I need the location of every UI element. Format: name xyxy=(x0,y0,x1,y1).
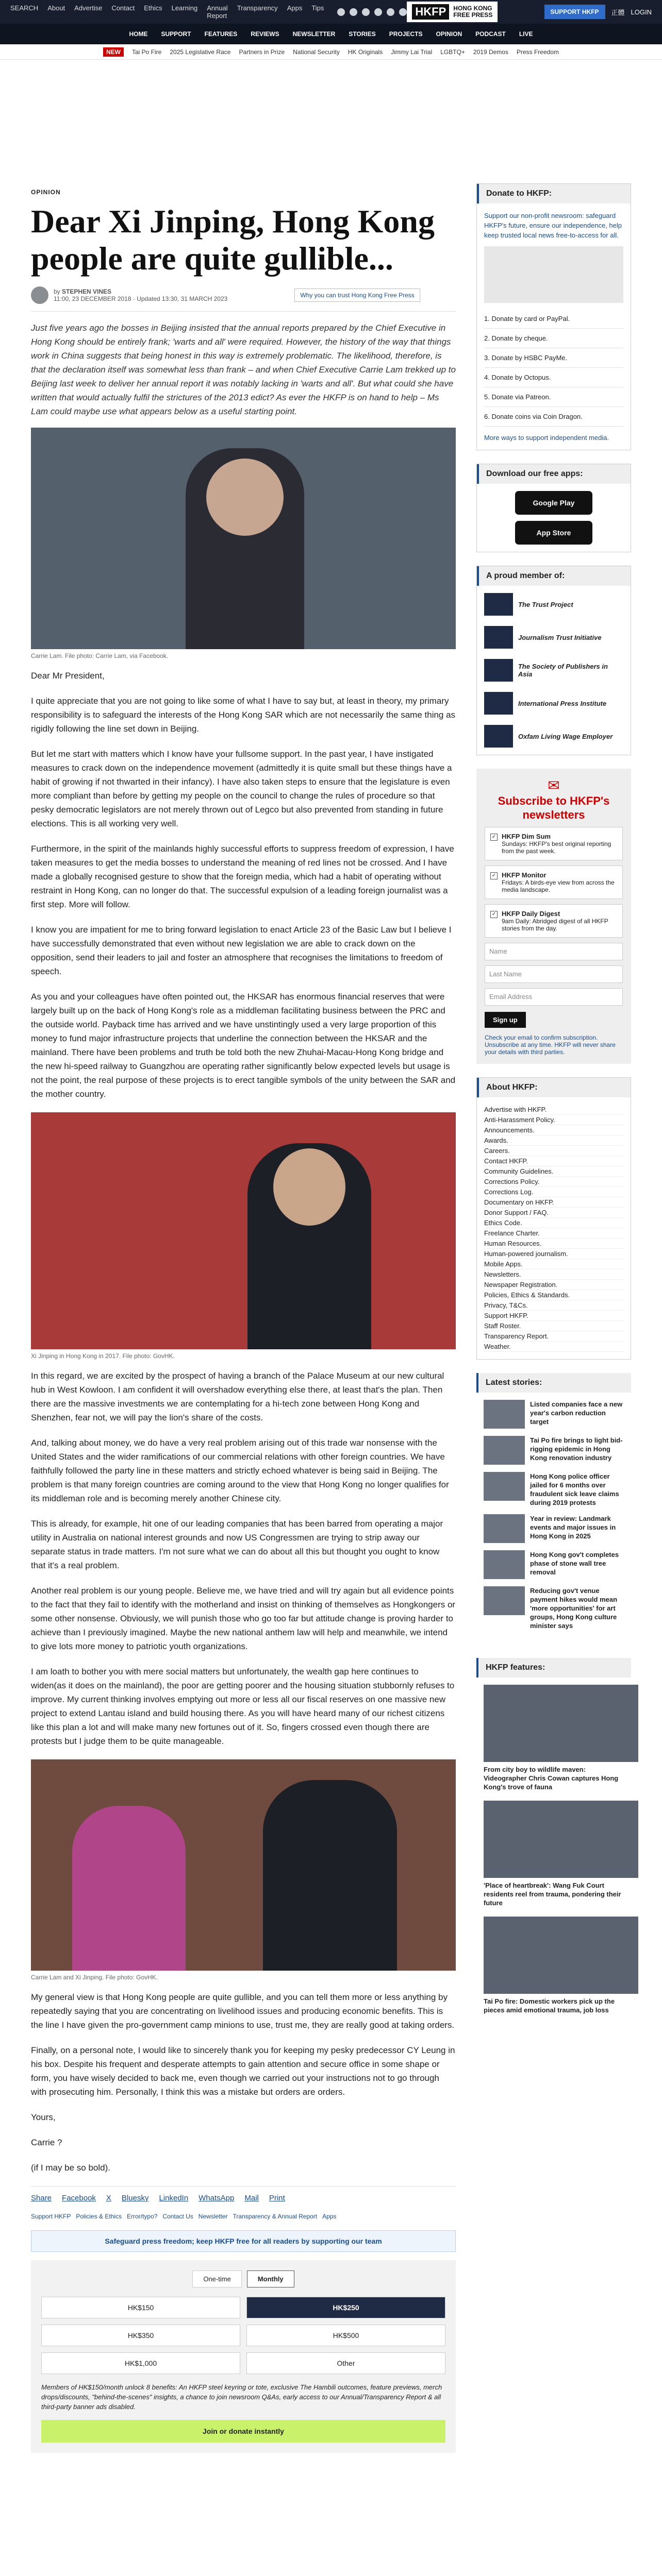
share-link[interactable]: Bluesky xyxy=(121,2194,149,2202)
top-link[interactable]: Ethics xyxy=(144,4,162,12)
newsletter-name: HKFP Dim Sum xyxy=(502,833,551,840)
email-input[interactable]: Email Address xyxy=(485,988,623,1006)
donate-method[interactable]: 5. Donate via Patreon. xyxy=(484,387,623,407)
byline xyxy=(31,286,456,312)
paragraph: I know you are impatient for me to bring forward legislation to enact Article 23 of the Basic Law but I believe I have successfully demonstrated that even without new legislation we are able to crack down on the opposition, send their leaders to jail and foster an atmosphere that recognises the limitations to freedom of speech. xyxy=(31,925,452,976)
story-title: Tai Po fire brings to light bid-rigging epidemic in Hong Kong renovation industry xyxy=(530,1436,623,1462)
newsletter-text xyxy=(502,833,617,855)
store-buttons xyxy=(477,484,631,552)
about-links xyxy=(477,1097,631,1359)
app-store-button[interactable]: App Store xyxy=(515,521,592,545)
latest-story[interactable] xyxy=(484,1400,624,1429)
share-link[interactable]: Mail xyxy=(244,2194,259,2202)
newsletter-name: HKFP Monitor xyxy=(502,871,547,879)
top-link[interactable]: About xyxy=(47,4,65,12)
nav-item[interactable]: OPINION xyxy=(436,30,462,38)
logo-text-line2: FREE PRESS xyxy=(453,11,493,19)
about-link[interactable]: Announcements. xyxy=(484,1125,623,1136)
story-thumb xyxy=(484,1550,525,1579)
member-logo[interactable] xyxy=(484,692,623,715)
safeguard-banner[interactable]: Safeguard press freedom; keep HKFP free for all readers by supporting our team xyxy=(31,2230,456,2252)
paragraph: Carrie ? xyxy=(31,2138,62,2147)
feature-story[interactable] xyxy=(484,1917,624,2014)
top-link[interactable]: Advertise xyxy=(74,4,103,12)
story-title: Hong Kong police officer jailed for 6 months over fraudulent sick leave claims during 2019 protests xyxy=(530,1472,619,1506)
envelope-icon: ✉ xyxy=(548,777,560,793)
donate-method[interactable]: 1. Donate by card or PayPal. xyxy=(484,309,623,329)
article-title: Dear Xi Jinping, Hong Kong people are quite gullible... xyxy=(31,203,435,277)
donate-methods xyxy=(484,309,623,427)
paragraph: In this regard, we are excited by the prospect of having a branch of the Palace Museum at our new cultural hub in West Kowloon. I am confident it will overshadow everything else there, at least that's the plan. Then there are the massive investments we are contemplating for a hi-tech zone between Hong Kong and Shenzhen, fear not, we will pay the lion's share of the costs. xyxy=(31,1371,444,1422)
social-icons xyxy=(337,8,407,16)
paragraph: Yours, xyxy=(31,2112,56,2122)
sub-nav-items xyxy=(132,48,559,56)
newsletter-desc: Fridays: A birds-eye view from across the media landscape. xyxy=(502,879,615,893)
freq-monthly[interactable]: Monthly xyxy=(247,2270,294,2287)
share-link[interactable]: Facebook xyxy=(62,2194,96,2202)
sub-nav-item[interactable]: 2025 Legislative Race xyxy=(170,48,231,56)
member-logo-name: The Society of Publishers in Asia xyxy=(518,663,608,678)
about-link[interactable]: Newsletters. xyxy=(484,1269,623,1280)
amount-option[interactable]: HK$350 xyxy=(41,2325,240,2346)
byline-text xyxy=(54,288,227,302)
story-thumb xyxy=(484,1472,525,1501)
about-link[interactable]: Newspaper Registration. xyxy=(484,1280,623,1290)
about-link[interactable]: Corrections Log. xyxy=(484,1187,623,1197)
donate-intro[interactable] xyxy=(484,211,623,240)
donate-box-body xyxy=(477,204,631,450)
member-logo-image xyxy=(484,659,513,682)
donate-benefits: Members of HK$150/month unlock 8 benefits: An HKFP steel keyring or tote, exclusive The Hambili outcomes, feature previews, merch drops/discounts, "behind-the-scenes" insights, a chance to join newsroom Q&As, early access to our Annual/Transparency Report & all third-party banner ads disabled. xyxy=(41,2383,442,2411)
donate-title: Donate to HKFP: xyxy=(477,184,631,204)
sub-nav-item[interactable]: Jimmy Lai Trial xyxy=(391,48,433,56)
article-category[interactable]: OPINION xyxy=(31,189,61,196)
member-logo-name: Oxfam Living Wage Employer xyxy=(518,732,613,740)
newsletter-option[interactable] xyxy=(485,904,623,938)
article-body-2 xyxy=(31,1369,456,1748)
about-link[interactable]: Advertise with HKFP. xyxy=(484,1105,623,1115)
nav-item[interactable]: SUPPORT xyxy=(161,30,191,38)
sub-nav xyxy=(0,44,662,60)
story-title: Year in review: Landmark events and major issues in Hong Kong in 2025 xyxy=(530,1515,616,1540)
top-link[interactable]: Apps xyxy=(287,4,303,12)
photo-lam-and-xi[interactable] xyxy=(31,1759,456,1971)
donate-amounts xyxy=(41,2297,445,2374)
figure-shape xyxy=(72,1806,186,1971)
newsletter-title: Subscribe to HKFP's newsletters xyxy=(498,794,610,821)
features-title: HKFP features: xyxy=(476,1658,631,1677)
article-intro: Just five years ago the bosses in Beijing insisted that the annual reports prepared by the Chief Executive in Hong Kong should be entirely frank; 'warts and all' were required. However, the history of the way that things work in China suggests that being honest in this way is extremely problematic. The likelihood, therefore, is that the declaration itself was somewhat less than frank – and when Chief Executive Carrie Lam trekked up to Beijing last week to deliver her annual report it was notably lacking in 'warts and all'. But what could she have written that would actually fulfil the strictures of the 2013 edict? As ever the HKFP is on hand to help – Ms Lam could maybe use what appears below as a useful starting point. xyxy=(31,323,456,416)
footer-link[interactable]: Transparency & Annual Report xyxy=(233,2213,318,2220)
features-box xyxy=(476,1658,631,2031)
paragraph: I quite appreciate that you are not going to like some of what I have to say but, at least in theory, my primary responsibility is to safeguard the interests of the Hong Kong SAR which are not necessarily the same thing as rigidly following the line set down in Beijing. xyxy=(31,696,456,734)
footer-link[interactable]: Contact Us xyxy=(162,2213,193,2220)
photo-caption: Carrie Lam and Xi Jinping. File photo: GovHK. xyxy=(31,1974,158,1981)
publish-date: 11:00, 23 DECEMBER 2018 · Updated 13:30, 31 MARCH 2023 xyxy=(54,295,228,302)
telegram-icon[interactable] xyxy=(387,8,394,16)
newsletter-desc: Sundays: HKFP's best original reporting from the past week. xyxy=(502,840,611,855)
footer-link[interactable]: Policies & Ethics xyxy=(76,2213,122,2220)
donate-more[interactable] xyxy=(484,433,623,443)
feature-story[interactable] xyxy=(484,1685,624,1791)
donate-widget xyxy=(31,2260,456,2453)
member-logos xyxy=(477,586,631,755)
footer-link[interactable]: Error/typo? xyxy=(127,2213,158,2220)
nav-item[interactable]: STORIES xyxy=(349,30,376,38)
about-link[interactable]: Policies, Ethics & Standards. xyxy=(484,1290,623,1300)
about-link[interactable]: Careers. xyxy=(484,1146,623,1156)
about-link[interactable]: Anti-Harassment Policy. xyxy=(484,1115,623,1125)
about-link[interactable]: Donor Support / FAQ. xyxy=(484,1208,623,1218)
about-link[interactable]: Ethics Code. xyxy=(484,1218,623,1228)
newsletter-text xyxy=(502,871,617,893)
feature-thumb xyxy=(484,1917,638,1994)
latest-story[interactable] xyxy=(484,1472,624,1507)
story-title: Reducing gov't venue payment hikes would mean 'more opportunities' for art groups, Hong Kong culture minister says xyxy=(530,1587,618,1630)
share-link[interactable]: WhatsApp xyxy=(198,2194,235,2202)
share-link[interactable]: Share xyxy=(31,2194,52,2202)
donate-method[interactable]: 3. Donate by HSBC PayMe. xyxy=(484,348,623,368)
feature-stories xyxy=(476,1677,631,2031)
rss-icon[interactable] xyxy=(399,8,407,16)
story-title: Listed companies face a new year's carbon reduction target xyxy=(530,1400,623,1426)
about-link[interactable]: Weather. xyxy=(484,1342,623,1352)
about-link[interactable]: Corrections Policy. xyxy=(484,1177,623,1187)
freq-one-time[interactable]: One-time xyxy=(192,2270,241,2287)
about-link[interactable]: Contact HKFP. xyxy=(484,1156,623,1166)
last-name-input[interactable]: Last Name xyxy=(485,965,623,983)
main-nav xyxy=(0,24,662,44)
footer-link[interactable]: Apps xyxy=(322,2213,337,2220)
face-shape xyxy=(273,1148,345,1226)
donate-image xyxy=(484,246,623,303)
donate-intro-link[interactable]: Support our non-profit newsroom: safeguard HKFP's future, ensure our independence, help keep trusted local news free-to-access for all. xyxy=(484,212,622,239)
member-logo-name: The Trust Project xyxy=(518,600,573,608)
feature-title: From city boy to wildlife maven: Videographer Chris Cowan captures Hong Kong's trove of fauna xyxy=(484,1766,619,1791)
sub-nav-item[interactable]: LGBTQ+ xyxy=(440,48,465,56)
donate-method[interactable]: 4. Donate by Octopus. xyxy=(484,368,623,387)
latest-title: Latest stories: xyxy=(476,1373,631,1393)
latest-story[interactable] xyxy=(484,1550,624,1579)
member-logo-image xyxy=(484,593,513,616)
sub-nav-item[interactable]: HK Originals xyxy=(347,48,383,56)
latest-box xyxy=(476,1373,631,1645)
newsletter-options xyxy=(485,827,623,938)
top-link[interactable]: Transparency xyxy=(237,4,278,12)
trust-button[interactable]: Why you can trust Hong Kong Free Press xyxy=(294,289,420,302)
donate-method[interactable]: 6. Donate coins via Coin Dragon. xyxy=(484,407,623,427)
paragraph: Another real problem is our young people. Believe me, we have tried and will try again but all evidence points to the fact that they fail to identify with the motherland and insist on thinking of themselves as Hongkongers or some other nonsense. Obviously, we will punish those who go too far but attitude change is proving harder to achieve than I previously imagined. Maybe the new national anthem law will help and meanwhile, we intend to give lots more money to patriotic youth organizations. xyxy=(31,1586,456,1651)
about-box xyxy=(476,1077,631,1360)
about-link[interactable]: Awards. xyxy=(484,1136,623,1146)
member-title: A proud member of: xyxy=(477,566,631,586)
share-bar xyxy=(31,2186,456,2202)
amount-option[interactable]: HK$500 xyxy=(246,2325,445,2346)
amount-option[interactable]: HK$1,000 xyxy=(41,2352,240,2374)
paragraph: Furthermore, in the spirit of the mainlands highly successful efforts to suppress freedom of expression, I have taken measures to get the media bosses to understand the meaning of red lines not be crossed. And I have made a globally recognised gesture to show that the foreign media, which had a habit of operating without restraint in Hong Kong, can no longer do that. The successful expulsion of a leading foreign journalist was a first step. More will follow. xyxy=(31,844,454,909)
photo-caption: Xi Jinping in Hong Kong in 2017. File photo: GovHK. xyxy=(31,1352,175,1360)
nav-item[interactable]: HOME xyxy=(129,30,148,38)
content-wrap xyxy=(31,183,631,2453)
ad-slot xyxy=(143,75,519,168)
donate-box xyxy=(476,183,631,450)
photo-carrie-lam[interactable] xyxy=(31,428,456,649)
about-link[interactable]: Freelance Charter. xyxy=(484,1228,623,1239)
member-logo-image xyxy=(484,692,513,715)
newsletter-option[interactable] xyxy=(485,866,623,899)
about-link[interactable]: Privacy, T&Cs. xyxy=(484,1300,623,1311)
top-links xyxy=(10,4,407,20)
footer-links xyxy=(31,2213,456,2220)
new-badge: NEW xyxy=(103,47,124,57)
paragraph: But let me start with matters which I know have your fullsome support. In the past year, I have instigated measures to crack down on the independence movement (admittedly it is quite small but these things have a habit of growing if not thwarted in their infancy). I have also taken steps to ensure that the legislature is even more compliant than before by getting my people on the council to change the rules of procedure so that pesky democratic legislators are not merely thrown out of Legco but also prevented from standing in future elections. This is all working very well. xyxy=(31,749,452,828)
about-link[interactable]: Documentary on HKFP. xyxy=(484,1197,623,1208)
feature-thumb xyxy=(484,1801,638,1878)
paragraph: I am loath to bother you with mere social matters but unfortunately, the wealth gap here continues to widen(as it does on the mainland), the poor are getting poorer and the housing situation stubbornly refuses to improve. My current thinking involves emptying out more or less all our fiscal reserves on one massive new project to extend Lantau island and build housing there. As you will have heard many of our richest citizens like this plan a lot and will make many new fortunes out of it. So, fingers crossed even though there are protests but I judge them to be quite manageable. xyxy=(31,1667,455,1746)
top-bar xyxy=(0,0,662,24)
apps-title: Download our free apps: xyxy=(477,464,631,484)
top-link[interactable]: Tips xyxy=(311,4,324,12)
top-link[interactable]: Learning xyxy=(171,4,198,12)
paragraph: This is already, for example, hit one of our leading companies that has been barred from operating a major utility in Australia on national interest grounds and now US Congressmen are trying to strip away our separate status in trade matters. I'm not sure what we can do about all this but thought you ought to know that it's a real problem. xyxy=(31,1519,443,1570)
author-name-text: STEPHEN VINES xyxy=(62,288,112,295)
paragraph: Finally, on a personal note, I would like to sincerely thank you for keeping my pesky predecessor CY Leung in his box. Despite his frequent and desperate attempts to gain attention and secure office in some shape or form, you have wisely decided to back me, even though we carried out your instructions not to go through with prosecuting him. Personally, I think this was a mistake but orders are orders. xyxy=(31,2045,455,2097)
login-link[interactable]: LOGIN xyxy=(631,8,652,16)
nav-item[interactable]: LIVE xyxy=(519,30,533,38)
top-link[interactable]: Annual Report xyxy=(207,4,228,20)
first-name-input[interactable]: Name xyxy=(485,943,623,960)
signup-row xyxy=(485,1006,623,1028)
article-body-1 xyxy=(31,669,456,1101)
paragraph: Dear Mr President, xyxy=(31,671,105,681)
about-link[interactable]: Staff Roster. xyxy=(484,1321,623,1331)
member-logo-image xyxy=(484,725,513,748)
story-thumb xyxy=(484,1400,525,1429)
sub-nav-item[interactable]: Partners in Prize xyxy=(239,48,285,56)
photo-xi-jinping[interactable] xyxy=(31,1112,456,1349)
member-logo[interactable] xyxy=(484,725,623,748)
top-link[interactable]: SEARCH xyxy=(10,4,39,12)
apps-box xyxy=(476,464,631,552)
newsletter-desc: 9am Daily: Abridged digest of all HKFP stories from the day. xyxy=(502,918,608,932)
photo-caption: Carrie Lam. File photo: Carrie Lam, via Facebook. xyxy=(31,652,169,659)
paragraph: As you and your colleagues have often pointed out, the HKSAR has enormous financial reserves that were largely built up on the back of Hong Kong's role as a middleman facilitating business between the PRC and the outside world. Payback time has arrived and we have unstintingly used a very large proportion of this money to fund major infrastructure projects that underline the connection between the HKSAR and the mainland. There have been problems and truth be told both the new Zhuhai-Macau-Hong Kong bridge and the new hi-speed railway to Guangzhou are operating rather significantly below expected levels but usage is not the point, the real purpose of these projects is to erect tangible symbols of the unity between the SAR and the mother country. xyxy=(31,992,456,1099)
feature-thumb xyxy=(484,1685,638,1762)
nav-item[interactable]: PODCAST xyxy=(475,30,506,38)
paragraph: And, talking about money, we do have a very real problem arising out of this trade war nonsense with the United States and the wider ramifications of our commercial relations with other foreign countries. We have faithfully followed the party line in these matters and strictly echoed whatever is being said in Beijing. The problem is that many foreign countries are coming around to the view that Hong Kong no longer qualifies for its middleman role and is becoming merely another Chinese city. xyxy=(31,1438,449,1503)
donate-frequency xyxy=(41,2270,445,2287)
face-shape xyxy=(206,459,284,536)
nav-item[interactable]: PROJECTS xyxy=(389,30,423,38)
feature-story[interactable] xyxy=(484,1801,624,1907)
member-logo[interactable] xyxy=(484,659,623,682)
logo-text xyxy=(453,5,492,19)
x-icon[interactable] xyxy=(350,8,357,16)
author-name[interactable]: by STEPHEN VINES xyxy=(54,288,112,295)
donate-more-link[interactable]: More ways to support independent media. xyxy=(484,434,609,442)
story-thumb xyxy=(484,1436,525,1465)
about-link[interactable]: Human Resources. xyxy=(484,1239,623,1249)
member-logo[interactable] xyxy=(484,626,623,649)
article xyxy=(31,183,456,2453)
top-link[interactable]: Contact xyxy=(111,4,135,12)
about-link[interactable]: Support HKFP. xyxy=(484,1311,623,1321)
sidebar xyxy=(476,183,631,2453)
article-body-3 xyxy=(31,1990,456,2175)
nav-item[interactable]: FEATURES xyxy=(204,30,238,38)
nav-item[interactable]: NEWSLETTER xyxy=(292,30,336,38)
about-link[interactable]: Human-powered journalism. xyxy=(484,1249,623,1259)
logo-text-line1: HONG KONG xyxy=(453,5,492,12)
about-link[interactable]: Community Guidelines. xyxy=(484,1166,623,1177)
about-title: About HKFP: xyxy=(477,1078,631,1097)
share-link[interactable]: X xyxy=(106,2194,111,2202)
member-logo-name: International Press Institute xyxy=(518,699,607,707)
member-logo-image xyxy=(484,626,513,649)
member-box xyxy=(476,566,631,755)
share-link[interactable]: LinkedIn xyxy=(159,2194,189,2202)
sub-nav-item[interactable]: Press Freedom xyxy=(516,48,559,56)
sub-nav-item[interactable]: 2019 Demos xyxy=(473,48,508,56)
checkbox-icon[interactable]: ✓ xyxy=(490,834,498,841)
language-link[interactable]: 正體 xyxy=(611,8,625,16)
donate-method[interactable]: 2. Donate by cheque. xyxy=(484,329,623,348)
nav-item[interactable]: REVIEWS xyxy=(251,30,279,38)
feature-title: 'Place of heartbreak': Wang Fuk Court residents reel from trauma, pondering their future xyxy=(484,1882,621,1907)
footer-link[interactable]: Newsletter xyxy=(198,2213,228,2220)
story-thumb xyxy=(484,1586,525,1615)
paragraph: (if I may be so bold). xyxy=(31,2163,111,2173)
top-link-list xyxy=(10,4,324,20)
latest-story[interactable] xyxy=(484,1514,624,1543)
newsletter-note: Check your email to confirm subscription. Unsubscribe at any time. HKFP will never share your details with third parties. xyxy=(485,1034,616,1056)
signup-button[interactable]: Sign up xyxy=(485,1012,526,1028)
instagram-icon[interactable] xyxy=(362,8,370,16)
latest-story[interactable] xyxy=(484,1586,624,1630)
facebook-icon[interactable] xyxy=(337,8,345,16)
feature-title: Tai Po fire: Domestic workers pick up the pieces amid emotional trauma, job loss xyxy=(484,1997,615,2014)
newsletter-option[interactable] xyxy=(485,827,623,860)
share-link[interactable]: Print xyxy=(269,2194,285,2202)
amount-option[interactable]: HK$250 xyxy=(246,2297,445,2318)
paragraph: My general view is that Hong Kong people are quite gullible, and you can tell them more or less anything by repeatedly saying that you are concentrating on livelihood issues and producing economic benefits. This is the line I have given the pro-government camp minions to use, trust me, they are really good at taking orders. xyxy=(31,1992,455,2030)
about-link[interactable]: Mobile Apps. xyxy=(484,1259,623,1269)
logo-mark: HKFP xyxy=(412,4,449,20)
youtube-icon[interactable] xyxy=(374,8,382,16)
footer-link[interactable]: Support HKFP xyxy=(31,2213,71,2220)
member-logo[interactable] xyxy=(484,593,623,616)
top-right xyxy=(498,5,652,19)
newsletter-box xyxy=(476,769,631,1064)
sub-nav-item[interactable]: Tai Po Fire xyxy=(132,48,162,56)
story-thumb xyxy=(484,1514,525,1543)
site-logo[interactable] xyxy=(407,2,498,22)
latest-stories xyxy=(476,1393,631,1645)
amount-option[interactable]: HK$150 xyxy=(41,2297,240,2318)
checkbox-icon[interactable]: ✓ xyxy=(490,872,498,879)
about-link[interactable]: Transparency Report. xyxy=(484,1331,623,1342)
newsletter-text xyxy=(502,910,617,932)
latest-story[interactable] xyxy=(484,1436,624,1465)
member-logo-name: Journalism Trust Initiative xyxy=(518,633,602,641)
story-title: Hong Kong gov't completes phase of stone wall tree removal xyxy=(530,1551,619,1576)
checkbox-icon[interactable]: ✓ xyxy=(490,911,498,918)
newsletter-name: HKFP Daily Digest xyxy=(502,910,560,918)
support-button[interactable]: SUPPORT HKFP xyxy=(544,5,605,19)
google-play-button[interactable]: Google Play xyxy=(515,491,592,515)
figure-shape xyxy=(263,1780,397,1971)
amount-option[interactable]: Other xyxy=(246,2352,445,2374)
sub-nav-item[interactable]: National Security xyxy=(293,48,340,56)
author-avatar xyxy=(31,286,48,304)
join-button[interactable]: Join or donate instantly xyxy=(41,2420,445,2443)
